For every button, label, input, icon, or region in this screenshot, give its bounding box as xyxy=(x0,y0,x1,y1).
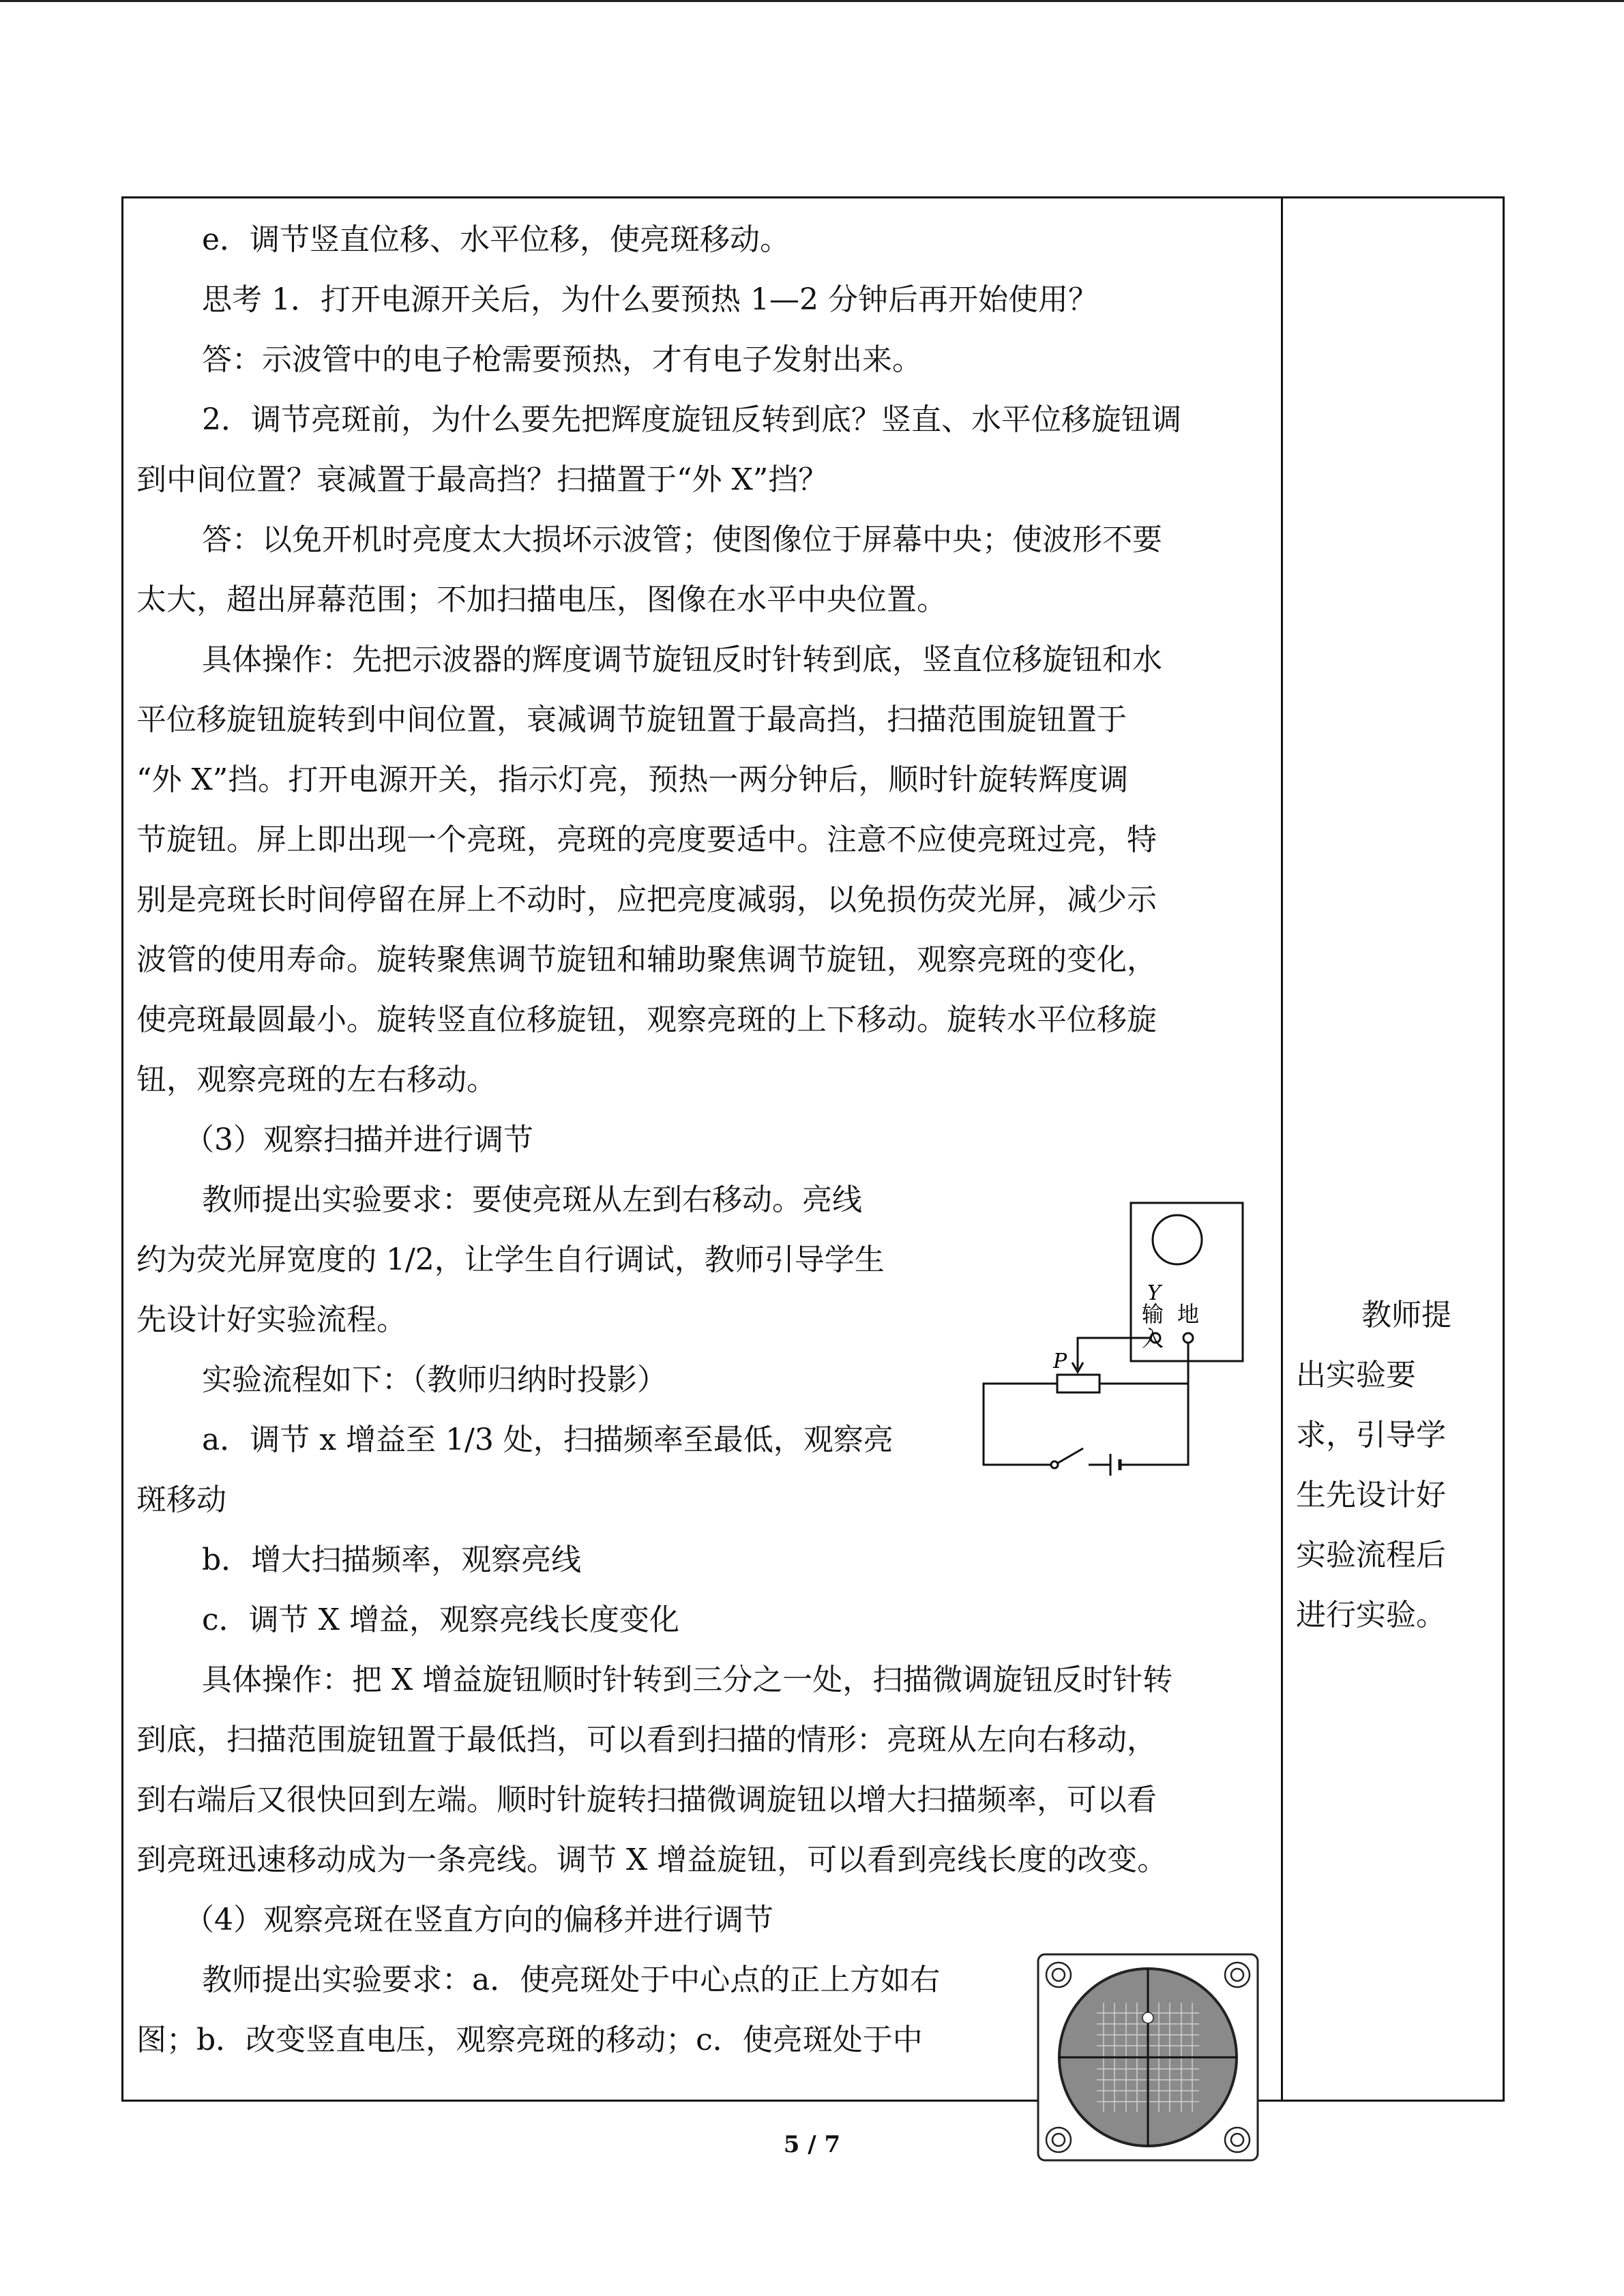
table-column-divider xyxy=(1281,196,1283,2102)
text-line: 钮，观察亮斑的左右移动。 xyxy=(136,1062,497,1097)
top-border xyxy=(0,0,1624,2)
label-p: P xyxy=(1053,1350,1067,1373)
ground-terminal xyxy=(1183,1333,1193,1343)
text-line: 具体操作：把 X 增益旋钮顺时针转到三分之一处，扫描微调旋钮反时针转 xyxy=(202,1663,1173,1697)
wire-left-loop xyxy=(984,1384,1057,1465)
text-line: 到亮斑迅速移动成为一条亮线。调节 X 增益旋钮，可以看到亮线长度的改变。 xyxy=(136,1843,1168,1877)
label-y: Y xyxy=(1147,1281,1161,1305)
text-line: “外 X”挡。打开电源开关，指示灯亮，预热一两分钟后，顺时针旋转辉度调 xyxy=(136,762,1129,797)
text-line: 到中间位置？衰减置于最高挡？扫描置于“外 X”挡？ xyxy=(136,462,829,497)
table-border-top xyxy=(121,196,1505,198)
text-line: 先设计好实验流程。 xyxy=(136,1302,407,1337)
screen-circle xyxy=(1153,1215,1202,1264)
text-line: 约为荧光屏宽度的 1/2，让学生自行调试，教师引导学生 xyxy=(136,1242,885,1277)
page-number: 5 / 7 xyxy=(783,2131,841,2158)
text-line: 太大，超出屏幕范围；不加扫描电压，图像在水平中央位置。 xyxy=(136,582,947,617)
text-line: 教师提出实验要求：a．使亮斑处于中心点的正上方如右 xyxy=(202,1963,941,1997)
text-line: e．调节竖直位移、水平位移，使亮斑移动。 xyxy=(202,222,791,257)
switch-pivot xyxy=(1051,1461,1058,1468)
text-line: 教师提出实验要求：要使亮斑从左到右移动。亮线 xyxy=(202,1182,862,1217)
text-line: 平位移旋钮旋转到中间位置，衰减调节旋钮置于最高挡，扫描范围旋钮置于 xyxy=(136,702,1127,737)
wire-input xyxy=(1078,1338,1151,1369)
bright-spot xyxy=(1142,2012,1153,2023)
text-line: b．增大扫描频率，观察亮线 xyxy=(202,1542,582,1577)
text-line: 波管的使用寿命。旋转聚焦调节旋钮和辅助聚焦调节旋钮，观察亮斑的变化， xyxy=(136,942,1157,977)
section-heading: （4）观察亮斑在竖直方向的偏移并进行调节 xyxy=(184,1903,773,1937)
label-input-2: 入 xyxy=(1142,1326,1164,1352)
wire-battery-return xyxy=(1120,1384,1188,1465)
text-line: 节旋钮。屏上即出现一个亮斑，亮斑的亮度要适中。注意不应使亮斑过亮，特 xyxy=(136,822,1157,857)
text-line: a．调节 x 增益至 1/3 处，扫描频率至最低，观察亮 xyxy=(202,1422,894,1457)
table-border-left xyxy=(121,196,123,2102)
text-line: 别是亮斑长时间停留在屏上不动时，应把亮度减弱，以免损伤荧光屏，减少示 xyxy=(136,882,1157,917)
text-line: 图；b．改变竖直电压，观察亮斑的移动；c．使亮斑处于中 xyxy=(136,2023,923,2057)
text-line: 2．调节亮斑前，为什么要先把辉度旋钮反转到底？竖直、水平位移旋钮调 xyxy=(202,402,1181,437)
label-ground: 地 xyxy=(1177,1301,1200,1327)
side-text-line: 实验流程后 xyxy=(1296,1538,1446,1572)
text-line: 答：以免开机时亮度太大损坏示波管；使图像位于屏幕中央；使波形不要 xyxy=(202,522,1162,557)
table-border-right xyxy=(1503,196,1505,2102)
circuit-diagram xyxy=(969,1187,1255,1487)
side-text-line: 教师提 xyxy=(1361,1298,1451,1332)
side-text-line: 生先设计好 xyxy=(1296,1478,1446,1512)
text-line: 到右端后又很快回到左端。顺时针旋转扫描微调旋钮以增大扫描频率，可以看 xyxy=(136,1783,1157,1817)
text-line: 斑移动 xyxy=(136,1482,226,1517)
text-line: 实验流程如下：（教师归纳时投影） xyxy=(202,1362,667,1397)
rheostat xyxy=(1057,1375,1099,1392)
section-heading: （3）观察扫描并进行调节 xyxy=(184,1122,533,1157)
label-input-1: 输 xyxy=(1142,1301,1164,1327)
switch-lever xyxy=(1057,1448,1083,1463)
side-text-line: 求，引导学 xyxy=(1296,1418,1446,1452)
side-text-line: 进行实验。 xyxy=(1296,1598,1446,1632)
text-line: c．调节 X 增益，观察亮线长度变化 xyxy=(202,1602,679,1637)
table-border-bottom xyxy=(121,2100,1505,2102)
text-line: 使亮斑最圆最小。旋转竖直位移旋钮，观察亮斑的上下移动。旋转水平位移旋 xyxy=(136,1002,1157,1037)
text-line: 具体操作：先把示波器的辉度调节旋钮反时针转到底，竖直位移旋钮和水 xyxy=(202,642,1162,677)
text-line: 思考 1．打开电源开关后，为什么要预热 1—2 分钟后再开始使用？ xyxy=(202,282,1098,317)
text-line: 到底，扫描范围旋钮置于最低挡，可以看到扫描的情形：亮斑从左向右移动， xyxy=(136,1723,1157,1757)
side-text-line: 出实验要 xyxy=(1296,1358,1416,1392)
text-line: 答：示波管中的电子枪需要预热，才有电子发射出来。 xyxy=(202,342,922,377)
